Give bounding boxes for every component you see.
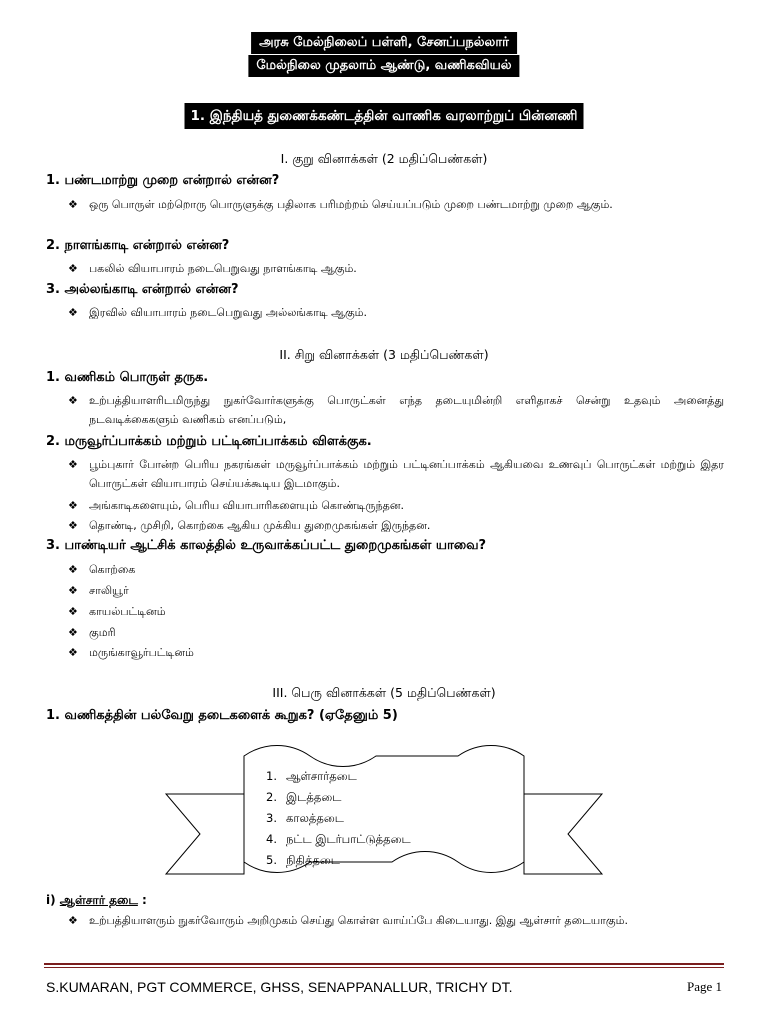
list-item: 5. நிதித்தடை xyxy=(266,853,340,867)
answer-text: ஒரு பொருள் மற்றொரு பொருளுக்கு பதிலாக பரிமற்றம் செய்யப்படும் முறை பண்டமாற்று முறை ஆகும். xyxy=(89,198,613,211)
answer-text: இரவில் வியாபாரம் நடைபெறுவது அல்லங்காடி ஆகும். xyxy=(89,306,368,319)
footer-rule xyxy=(44,967,724,968)
s1-q1-answer xyxy=(68,195,724,214)
s2-q1-answer xyxy=(68,391,724,429)
chapter-title-banner: 1. இந்தியத் துணைக்கண்டத்தின் வாணிக வரலாற்றுப் பின்னணி xyxy=(185,103,584,129)
answer-text: தொண்டி, முசிறி, கொற்கை ஆகிய முக்கிய துறைமுகங்கள் இருந்தன. xyxy=(89,519,431,532)
s1-q3-answer xyxy=(68,303,724,322)
s1-question-1: 1. பண்டமாற்று முறை என்றால் என்ன? xyxy=(46,173,280,188)
class-subject-banner: மேல்நிலை முதலாம் ஆண்டு, வணிகவியல் xyxy=(248,55,519,77)
s3-question-1: 1. வணிகத்தின் பல்வேறு தடைகளைக் கூறுக? (ஏதேனும் 5) xyxy=(46,708,398,723)
answer-text: பூம்புகார் போன்ற பெரிய நகரங்கள் மருவூர்ப்பாக்கம் மற்றும் பட்டினப்பாக்கம் ஆகியவை உணவுப் பொருட்கள் மற்றும் இதர பொருட்கள் வியாபாரம் செய்யக்கூடிய இடமாகும். xyxy=(89,458,724,490)
footer-author: S.KUMARAN, PGT COMMERCE, GHSS, SENAPPANALLUR, TRICHY DT. xyxy=(46,979,513,995)
footer-rule xyxy=(44,963,724,965)
diamond-bullet-icon: ❖ xyxy=(68,394,78,407)
section-2-title: II. சிறு வினாக்கள் (3 மதிப்பெண்கள்) xyxy=(279,347,489,362)
list-item: 2. இடத்தடை xyxy=(266,790,342,804)
list-item: 1. ஆள்சார்தடை xyxy=(266,769,357,783)
page-number: Page 1 xyxy=(686,979,722,994)
s2-question-3: 3. பாண்டியர் ஆட்சிக் காலத்தில் உருவாக்கப்பட்ட துறைமுகங்கள் யாவை? xyxy=(46,538,487,553)
right-ribbon-tail xyxy=(524,794,602,874)
diamond-bullet-icon: ❖ xyxy=(68,646,78,659)
list-item: 3. காலத்தடை xyxy=(266,811,344,825)
s2-q3-answer-3 xyxy=(68,602,724,621)
section-1-title: I. குறு வினாக்கள் (2 மதிப்பெண்கள்) xyxy=(280,151,488,166)
diamond-bullet-icon: ❖ xyxy=(68,262,78,275)
subheading-personal-barrier: i) ஆள்சார் தடை : xyxy=(46,893,147,907)
diamond-bullet-icon: ❖ xyxy=(68,563,78,576)
answer-text: மருங்காவூர்பட்டினம் xyxy=(89,646,194,659)
diamond-bullet-icon: ❖ xyxy=(68,605,78,618)
s2-q3-answer-5 xyxy=(68,643,724,662)
s1-question-3: 3. அல்லங்காடி என்றால் என்ன? xyxy=(46,282,239,297)
s3-sub1-answer xyxy=(68,911,724,930)
diamond-bullet-icon: ❖ xyxy=(68,584,78,597)
answer-text: உற்பத்தியாளரும் நுகர்வோரும் அறிமுகம் செய்து கொள்ள வாய்ப்பே கிடையாது. இது ஆள்சார் தடையாகும். xyxy=(89,914,628,927)
diamond-bullet-icon: ❖ xyxy=(68,499,78,512)
answer-text: அங்காடிகளையும், பெரிய வியாபாரிகளையும் கொண்டிருந்தன. xyxy=(89,499,405,512)
section-3-title: III. பெரு வினாக்கள் (5 மதிப்பெண்கள்) xyxy=(272,685,496,700)
diamond-bullet-icon: ❖ xyxy=(68,198,78,211)
s2-q2-answer-1 xyxy=(68,455,724,493)
s2-q3-answer-1 xyxy=(68,560,724,579)
diamond-bullet-icon: ❖ xyxy=(68,626,78,639)
barriers-list xyxy=(266,766,411,871)
s1-q2-answer xyxy=(68,259,724,278)
s2-q2-answer-3 xyxy=(68,516,724,535)
s2-question-2: 2. மருவூர்ப்பாக்கம் மற்றும் பட்டினப்பாக்கம் விளக்குக. xyxy=(46,434,372,449)
answer-text: குமரி xyxy=(89,626,116,639)
s2-q2-answer-2 xyxy=(68,496,724,515)
answer-text: உற்பத்தியாளரிடமிருந்து நுகர்வோர்களுக்கு பொருட்கள் எந்த தடையுமின்றி எளிதாகச் சென்று உதவும் அனைத்து நடவடிக்கைகளும் வணிகம் எனப்படும், xyxy=(89,394,724,426)
diamond-bullet-icon: ❖ xyxy=(68,914,78,927)
list-item: 4. நட்ட இடர்பாட்டுத்தடை xyxy=(266,832,411,846)
answer-text: பகலில் வியாபாரம் நடைபெறுவது நாளங்காடி ஆகும். xyxy=(89,262,357,275)
diamond-bullet-icon: ❖ xyxy=(68,306,78,319)
s2-question-1: 1. வணிகம் பொருள் தருக. xyxy=(46,370,209,385)
answer-text: கொற்கை xyxy=(89,563,136,576)
school-name-banner: அரசு மேல்நிலைப் பள்ளி, சேனப்பநல்லார் xyxy=(251,32,517,54)
s1-question-2: 2. நாளங்காடி என்றால் என்ன? xyxy=(46,238,230,253)
s2-q3-answer-4 xyxy=(68,623,724,642)
answer-text: சாலியூர் xyxy=(89,584,129,597)
s2-q3-answer-2 xyxy=(68,581,724,600)
answer-text: காயல்பட்டினம் xyxy=(89,605,166,618)
left-ribbon-tail xyxy=(166,794,244,874)
diamond-bullet-icon: ❖ xyxy=(68,458,78,471)
diamond-bullet-icon: ❖ xyxy=(68,519,78,532)
